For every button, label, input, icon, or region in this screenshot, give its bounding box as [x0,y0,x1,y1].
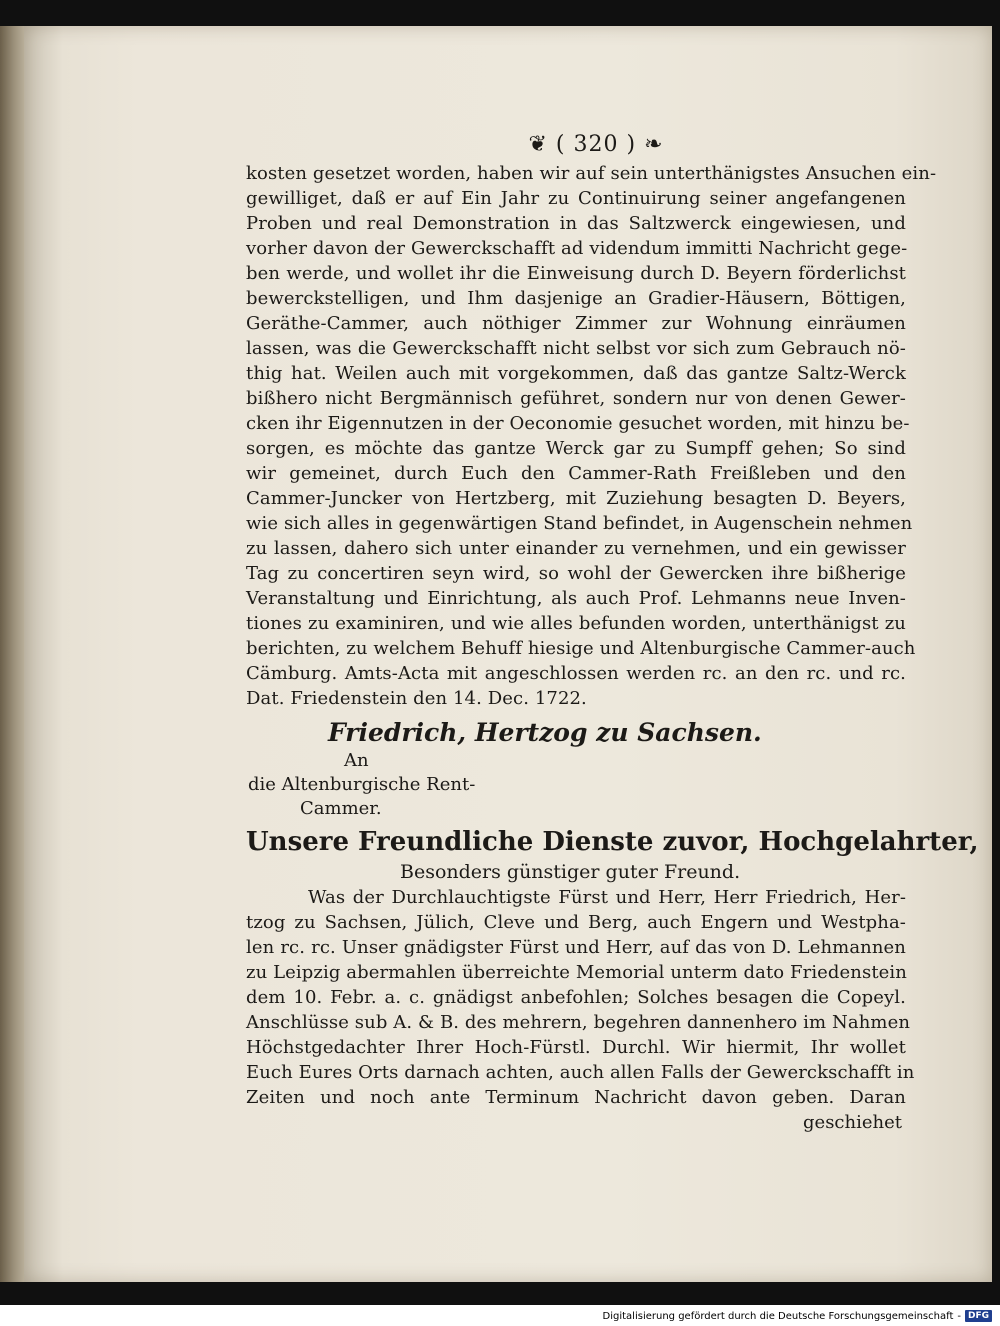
second-paragraph [246,885,915,1110]
text-line: wie sich alles in gegenwärtigen Stand befindet, in Augenschein nehmen [246,513,913,534]
text-line: bewerckstelligen, und Ihm dasjenige an Gradier-Häusern, Böttigen, [246,288,906,309]
text-line: zu lassen, dahero sich unter einander zu vernehmen, und ein gewisser [246,538,906,559]
body-paragraph [246,161,937,686]
text-line: wir gemeinet, durch Euch den Cammer-Rath Freißleben und den [246,463,906,484]
text-line: vorher davon der Gewerckschafft ad videndum immitti Nachricht gege- [246,238,908,259]
text-line: Tag zu concertiren seyn wird, so wohl der Gewercken ihre bißherige [246,563,906,584]
page-text [246,132,979,1135]
text-line: Cämburg. Amts-Acta mit angeschlossen werden rc. an den rc. und rc. [246,663,906,684]
footer-text: Digitalisierung gefördert durch die Deutsche Forschungsgemeinschaft [602,1310,954,1322]
book-edge [0,26,24,1282]
text-line: dem 10. Febr. a. c. gnädigst anbefohlen; Solches besagen die Copeyl. [246,987,906,1008]
page-number: ( 320 ) [555,132,637,157]
text-line: Zeiten und noch ante Terminum Nachricht davon geben. Daran [246,1087,906,1108]
text-line: ben werde, und wollet ihr die Einweisung durch D. Beyern förderlichst [246,263,906,284]
greeting: Unsere Freundliche Dienste zuvor, Hochgelahrter, [246,827,979,857]
dfg-logo-icon: DFG [965,1310,992,1322]
signature: Friedrich, Hertzog zu Sachsen. [328,718,762,747]
address-line: An [344,750,369,771]
greeting-sub: Besonders günstiger guter Freund. [400,861,741,883]
text-line: Euch Eures Orts darnach achten, auch allen Falls der Gewerckschafft in [246,1062,915,1083]
text-line: Veranstaltung und Einrichtung, als auch Prof. Lehmanns neue Inven- [246,588,906,609]
text-line: zu Leipzig abermahlen überreichte Memorial unterm dato Friedenstein [246,962,907,983]
text-line: Was der Durchlauchtigste Fürst und Herr, Herr Friedrich, Her- [308,887,906,908]
text-line: berichten, zu welchem Behuff hiesige und Altenburgische Cammer-auch [246,638,916,659]
text-line: lassen, was die Gewerckschafft nicht selbst vor sich zum Gebrauch nö- [246,338,906,359]
text-line: sorgen, es möchte das gantze Werck gar zu Sumpff gehen; So sind [246,438,906,459]
ornament-left-icon: ❦ [528,132,556,157]
text-line: gewilliget, daß er auf Ein Jahr zu Continuirung seiner angefangenen [246,188,906,209]
text-line: tzog zu Sachsen, Jülich, Cleve und Berg, auch Engern und Westpha- [246,912,906,933]
address-line: Cammer. [300,798,382,819]
footer: Digitalisierung gefördert durch die Deutsche Forschungsgemeinschaft - DFG [603,1308,992,1324]
ornament-right-icon: ❧ [636,132,664,157]
date-line: Dat. Friedenstein den 14. Dec. 1722. [246,688,587,709]
text-line: Geräthe-Cammer, auch nöthiger Zimmer zur Wohnung einräumen [246,313,906,334]
page-header [286,132,906,157]
text-line: cken ihr Eigennutzen in der Oeconomie gesuchet worden, mit hinzu be- [246,413,910,434]
text-line: tiones zu examiniren, und wie alles befunden worden, unterthänigst zu [246,613,906,634]
text-line: len rc. rc. Unser gnädigster Fürst und Herr, auf das von D. Lehmannen [246,937,906,958]
text-line: Anschlüsse sub A. & B. des mehrern, begehren dannenhero im Nahmen [246,1012,911,1033]
text-line: Proben und real Demonstration in das Saltzwerck eingewiesen, und [246,213,906,234]
text-line: Höchstgedachter Ihrer Hoch-Fürstl. Durchl. Wir hiermit, Ihr wollet [246,1037,906,1058]
text-line: Cammer-Juncker von Hertzberg, mit Zuziehung besagten D. Beyers, [246,488,906,509]
catchword: geschiehet [803,1112,902,1133]
text-line: thig hat. Weilen auch mit vorgekommen, daß das gantze Saltz-Werck [246,363,906,384]
text-line: bißhero nicht Bergmännisch geführet, sondern nur von denen Gewer- [246,388,906,409]
address-line: die Altenburgische Rent- [248,774,476,795]
text-line: kosten gesetzet worden, haben wir auf sein unterthänigstes Ansuchen ein- [246,163,937,184]
